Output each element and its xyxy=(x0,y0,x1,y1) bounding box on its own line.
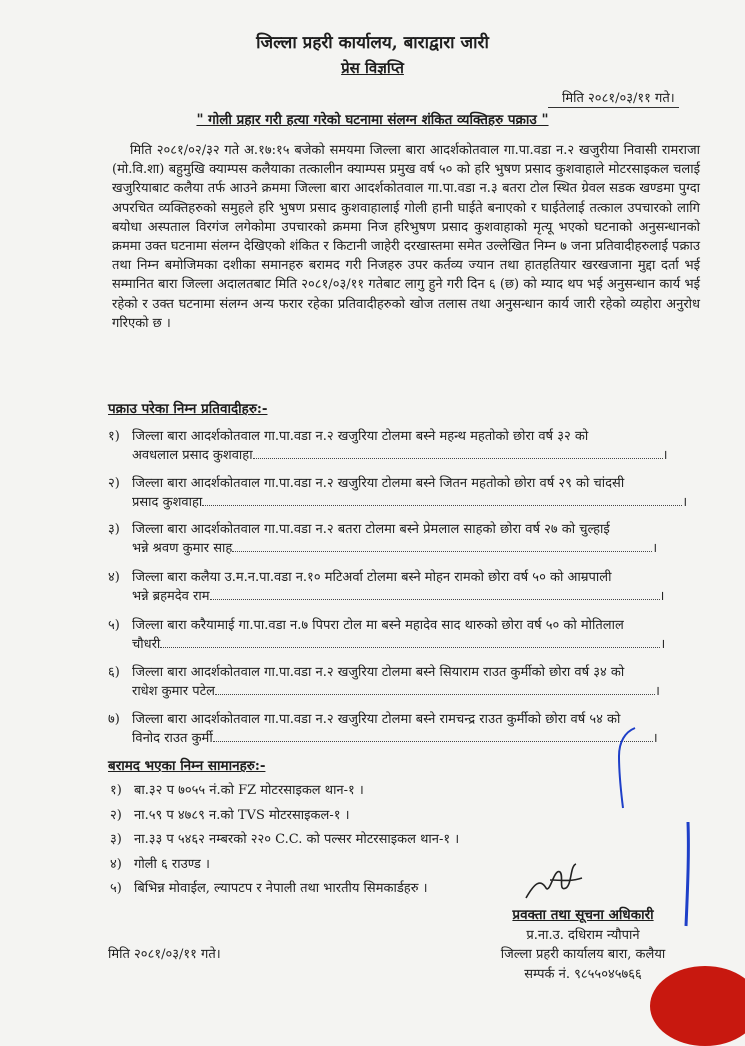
seized-item-text: ना.३३ प ५४६२ नम्बरको २२० C.C. को पल्सर मोटरसाइकल थान-१ । xyxy=(134,832,460,847)
item-number: ५) xyxy=(108,618,120,633)
accused-name: प्रसाद कुशवाहा xyxy=(132,494,203,510)
pen-mark xyxy=(676,820,700,930)
seized-item-text: गोली ६ राउण्ड । xyxy=(134,856,210,872)
signatory-block xyxy=(478,906,688,984)
item-number: ३) xyxy=(108,522,120,537)
accused-name: भन्ने श्रवण कुमार साह xyxy=(132,540,233,556)
accused-line1: जिल्ला बारा आदर्शकोतवाल गा.पा.वडा न.२ बतरा टोलमा बस्ने प्रेमलाल साहको छोरा वर्ष २७ को चुल्हाई xyxy=(132,522,610,537)
seized-item xyxy=(110,877,459,902)
accused-line1: जिल्ला बारा आदर्शकोतवाल गा.पा.वडा न.२ खजुरिया टोलमा बस्ने जितन महतोको छोरा वर्ष २९ को चांदसी xyxy=(132,476,625,491)
body-paragraph: मिति २०८१/०२/३२ गते अ.१७:१५ बजेको समयमा जिल्ला बारा आदर्शकोतवाल गा.पा.वडा न.२ खजुरीया निवासी रामराजा (मो.वि.शा) बहुमुखि क्याम्पस कलैयाका तत्कालीन क्याम्पस प्रमुख वर्ष ५० को हरि भुषण प्रसाद कुशवाहाले मोटरसाइकल चलाई खजुरियाबाट कलैया तर्फ आउने क्रममा जिल्ला बारा आदर्शकोतवाल गा.पा.वडा न.३ बतरा टोल स्थित ग्रेवल सडक खण्डमा पुग्दा अपरचित व्यक्तिहरुको समुहले हरि भुषण प्रसाद कुशवाहालाई गोली हानी घाईते बनाएको र घाईतेलाई तत्काल उपचारको लागि बयोधा अस्पताल विरगंज लगेकोमा उपचारको क्रममा निज हरिभुषण प्रसाद कुशवाहाको मृत्यू भएको घटनाको अनुसन्धानको क्रममा उक्त घटनामा संलग्न देखिएको शंकित र किटानी जाहेरी दरखास्तमा समेत उल्लेखित निम्न ७ जना प्रतिवादीहरुलाई पक्राउ तथा निम्न बमोजिमका दशीका समानहरु बरामद गरी निजहरु उपर कर्तव्य ज्यान तथा हातहतियार खरखजाना मुद्दा दर्ता भई सम्मानित बारा जिल्ला अदालतबाट मिति २०८१/०३/११ गतेबाट लागु हुने गरी दिन ६ (छ) को म्याद थप भई अनुसन्धान कार्य भई रहेको र उक्त घटनामा संलग्न अन्य फरार रहेका प्रतिवादीहरुको खोज तलास तथा अनुसन्धान कार्य जारी रहेको व्यहोरा अनुरोध गरिएको छ । xyxy=(112,143,700,331)
item-number: ६) xyxy=(108,665,120,680)
accused-heading: पक्राउ परेका निम्न प्रतिवादीहरु:- xyxy=(108,401,268,417)
document-type: प्रेस विज्ञप्ति xyxy=(341,59,404,77)
seized-items-list xyxy=(110,779,459,902)
accused-item: १) जिल्ला बारा आदर्शकोतवाल गा.पा.वडा न.२ खजुरिया टोलमा बस्ने महन्थ महतोको छोरा वर्ष ३२ को अवधलाल प्रसाद कुशवाहा । xyxy=(108,429,668,463)
footer-date: मिति २०८१/०३/११ गते। xyxy=(108,947,221,962)
seized-item-text: बिभिन्न मोवाईल, ल्यापटप र नेपाली तथा भारतीय सिमकार्डहरु । xyxy=(134,881,428,896)
item-number: ५) xyxy=(110,881,122,896)
accused-name: विनोद राउत कुर्मी xyxy=(132,730,213,746)
item-number: ४) xyxy=(108,570,120,585)
signatory-title: प्रवक्ता तथा सूचना अधिकारी xyxy=(512,907,654,923)
accused-line1: जिल्ला बारा कलैया उ.म.न.पा.वडा न.१० मटिअर्वा टोलमा बस्ने मोहन रामको छोरा वर्ष ५० को आम्रपाली xyxy=(132,570,612,585)
accused-item: ४) जिल्ला बारा कलैया उ.म.न.पा.वडा न.१० मटिअर्वा टोलमा बस्ने मोहन रामको छोरा वर्ष ५० को आम्रपाली भन्ने ब्रहमदेव राम । xyxy=(108,570,665,604)
accused-item: ५) जिल्ला बारा करैयामाई गा.पा.वडा न.७ पिपरा टोल मा बस्ने महादेव साद थारुको छोरा वर्ष ५० को मोतिलाल चौधरी । xyxy=(108,618,666,652)
item-number: १) xyxy=(110,783,122,798)
accused-name: अवधलाल प्रसाद कुशवाहा xyxy=(132,447,253,463)
item-number: ३) xyxy=(110,832,122,847)
accused-item: ३) जिल्ला बारा आदर्शकोतवाल गा.पा.वडा न.२ बतरा टोलमा बस्ने प्रेमलाल साहको छोरा वर्ष २७ को चुल्हाई भन्ने श्रवण कुमार साह । xyxy=(108,522,658,556)
seized-item xyxy=(110,804,459,829)
signatory-office: जिल्ला प्रहरी कार्यालय बारा, कलैया xyxy=(500,947,666,962)
item-number: ४) xyxy=(110,856,122,872)
item-number: ७) xyxy=(108,712,120,727)
accused-line1: जिल्ला बारा आदर्शकोतवाल गा.पा.वडा न.२ खजुरिया टोलमा बस्ने सियाराम राउत कुर्मीको छोरा वर्ष ३४ को xyxy=(132,665,625,680)
seized-item-text: ना.५९ प ४७८९ न.को TVS मोटरसाइकल-१ । xyxy=(134,807,350,823)
signatory-contact: सम्पर्क नं. ९८५५०४५७६६ xyxy=(524,966,642,982)
accused-item: ६) जिल्ला बारा आदर्शकोतवाल गा.पा.वडा न.२ खजुरिया टोलमा बस्ने सियाराम राउत कुर्मीको छोरा वर्ष ३४ को राधेश कुमार पटेल । xyxy=(108,665,660,699)
headline: " गोली प्रहार गरी हत्या गरेको घटनामा संलग्न शंकित व्यक्तिहरु पक्राउ " xyxy=(196,112,549,128)
issue-date: मिति २०८१/०३/११ गते। xyxy=(548,88,679,108)
accused-name: राधेश कुमार पटेल xyxy=(132,683,215,699)
signature-scribble xyxy=(520,858,590,906)
item-number: २) xyxy=(108,476,120,491)
item-number: २) xyxy=(110,807,122,823)
seized-item xyxy=(110,853,459,878)
accused-line1: जिल्ला बारा आदर्शकोतवाल गा.पा.वडा न.२ खजुरिया टोलमा बस्ने रामचन्द्र राउत कुर्मीको छोरा वर्ष ५४ को xyxy=(132,712,621,727)
accused-line1: जिल्ला बारा करैयामाई गा.पा.वडा न.७ पिपरा टोल मा बस्ने महादेव साद थारुको छोरा वर्ष ५० को मोतिलाल xyxy=(132,618,624,633)
accused-name: भन्ने ब्रहमदेव राम xyxy=(132,588,210,604)
accused-item: ७) जिल्ला बारा आदर्शकोतवाल गा.पा.वडा न.२ खजुरिया टोलमा बस्ने रामचन्द्र राउत कुर्मीको छोरा वर्ष ५४ को विनोद राउत कुर्मी । xyxy=(108,712,658,746)
seized-item-text: बा.३२ प ७०५५ नं.को FZ मोटरसाइकल थान-१ । xyxy=(134,783,364,798)
red-stamp-corner xyxy=(650,966,745,1046)
item-number: १) xyxy=(108,429,120,444)
seized-item xyxy=(110,828,459,853)
accused-name: चौधरी xyxy=(132,636,161,652)
signatory-name: प्र.ना.उ. दधिराम न्यौपाने xyxy=(526,927,640,943)
pen-mark xyxy=(605,722,645,812)
accused-item: २) जिल्ला बारा आदर्शकोतवाल गा.पा.वडा न.२ खजुरिया टोलमा बस्ने जितन महतोको छोरा वर्ष २९ को चांदसी प्रसाद कुशवाहा । xyxy=(108,476,688,510)
items-heading: बरामद भएका निम्न सामानहरु:- xyxy=(108,758,266,774)
seized-item xyxy=(110,779,459,804)
office-title: जिल्ला प्रहरी कार्यालय, बाराद्वारा जारी xyxy=(256,33,489,53)
accused-line1: जिल्ला बारा आदर्शकोतवाल गा.पा.वडा न.२ खजुरिया टोलमा बस्ने महन्थ महतोको छोरा वर्ष ३२ को xyxy=(132,429,589,444)
